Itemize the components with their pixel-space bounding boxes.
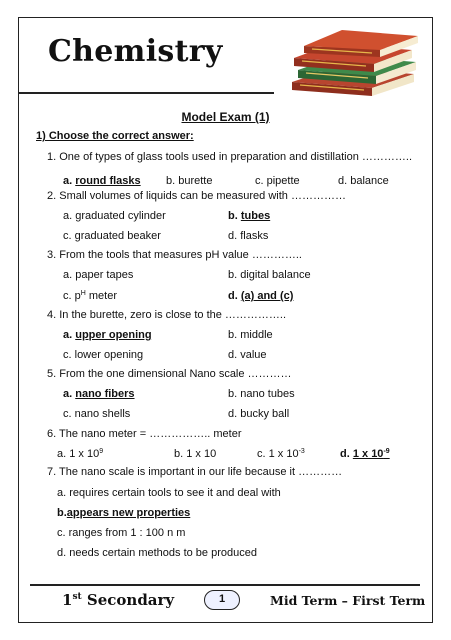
question-1-option-d [338, 175, 389, 187]
option-letter: a. [57, 448, 70, 460]
option-letter: a. [63, 388, 76, 400]
option-text [75, 269, 133, 281]
option-superscript: 9 [99, 448, 104, 455]
option-value: requires certain tools to see it and deal with [69, 487, 281, 499]
option-letter: b. [57, 507, 67, 519]
option-text [269, 448, 305, 460]
option-value: graduated beaker [74, 230, 161, 242]
option-value: pipette [266, 175, 300, 187]
option-superscript: H [80, 290, 86, 297]
question-1-option-b [166, 175, 212, 187]
option-value: paper tapes [75, 269, 134, 281]
option-value: nano shells [74, 408, 131, 420]
option-text [75, 210, 166, 222]
books-icon [282, 24, 424, 102]
question-5-option-b [228, 388, 295, 400]
question-6-text: 6. The nano meter = …………….. meter [47, 428, 242, 440]
option-text [240, 269, 310, 281]
question-6-option-b [174, 448, 216, 460]
option-text [75, 349, 144, 361]
option-text [240, 230, 268, 242]
question-2-text: 2. Small volumes of liquids can be measured with …………… [47, 190, 346, 202]
question-3-option-c [63, 290, 117, 302]
grade-suffix: Secondary [81, 591, 175, 609]
option-text [75, 230, 161, 242]
correct-answer [75, 175, 140, 187]
question-5-text: 5. From the one dimensional Nano scale ………… [47, 368, 292, 380]
option-text [69, 547, 257, 559]
option-text [240, 349, 266, 361]
question-2-option-c [63, 230, 161, 242]
option-letter: d. [338, 175, 351, 187]
option-letter: b. [174, 448, 187, 460]
option-letter: a. [63, 269, 76, 281]
option-value: nano fibers [75, 388, 135, 400]
grade-label [62, 591, 174, 609]
option-value: 1 x 10 [352, 448, 384, 460]
question-7-option-a [57, 487, 281, 499]
option-text [75, 290, 117, 302]
option-letter: b. [166, 175, 179, 187]
title-divider [18, 92, 274, 94]
option-value: balance [350, 175, 389, 187]
option-text [75, 408, 131, 420]
option-letter: b. [228, 210, 241, 222]
option-letter: b. [228, 329, 241, 341]
option-value: middle [240, 329, 273, 341]
question-7-option-b [57, 507, 190, 519]
option-value: digital balance [240, 269, 311, 281]
option-letter: d. [57, 547, 70, 559]
option-value: value [240, 349, 267, 361]
option-letter: c. [255, 175, 267, 187]
option-letter: a. [57, 487, 70, 499]
option-text [178, 175, 212, 187]
option-value: nano tubes [240, 388, 295, 400]
correct-answer [241, 290, 294, 302]
question-4-text: 4. In the burette, zero is close to the …………….. [47, 309, 287, 321]
option-value: 1 x 10 [69, 448, 100, 460]
option-value: upper opening [75, 329, 152, 341]
option-value: (a) and (c) [240, 290, 294, 302]
grade-number: 1 [62, 591, 73, 609]
question-5-option-d [228, 408, 289, 420]
question-7-text: 7. The nano scale is important in our life because it ………… [47, 466, 343, 478]
option-letter: a. [63, 210, 76, 222]
question-7-option-c [57, 527, 185, 539]
question-1-option-c [255, 175, 300, 187]
question-2-option-b [228, 210, 270, 222]
correct-answer [75, 388, 134, 400]
page-number: 1 [204, 590, 240, 610]
option-letter: d. [228, 230, 241, 242]
question-3-option-d [228, 290, 293, 302]
option-letter: a. [63, 175, 76, 187]
option-value: burette [178, 175, 213, 187]
option-letter: c. [63, 408, 75, 420]
option-value: round flasks [75, 175, 141, 187]
question-3-text: 3. From the tools that measures pH value ………….. [47, 249, 302, 261]
question-3-option-b [228, 269, 311, 281]
option-letter: d. [228, 408, 241, 420]
footer-divider [30, 584, 420, 586]
option-letter: d. [228, 290, 241, 302]
question-2-option-d [228, 230, 268, 242]
question-4-option-b [228, 329, 273, 341]
question-5-option-c [63, 408, 130, 420]
option-letter: c. [57, 527, 69, 539]
option-value: 1 x 10 [186, 448, 217, 460]
question-2-option-a [63, 210, 166, 222]
question-3-option-a [63, 269, 133, 281]
option-letter: d. [340, 448, 353, 460]
option-value: p [74, 290, 81, 302]
question-5-option-a [63, 388, 135, 400]
question-6-option-c [257, 448, 305, 460]
question-1-text: 1. One of types of glass tools used in preparation and distillation ………….. [47, 151, 413, 163]
subject-title: Chemistry [48, 34, 223, 69]
option-text [69, 448, 103, 460]
correct-answer [241, 210, 270, 222]
option-value: lower opening [74, 349, 144, 361]
option-value: tubes [240, 210, 271, 222]
option-text [69, 527, 186, 539]
question-1-option-a [63, 175, 141, 187]
correct-answer [67, 507, 191, 519]
option-value: needs certain methods to be produced [69, 547, 257, 559]
option-suffix: meter [85, 290, 117, 302]
option-letter: b. [228, 269, 241, 281]
option-text [240, 329, 272, 341]
question-7-option-d [57, 547, 257, 559]
option-text [240, 388, 294, 400]
option-text [350, 175, 389, 187]
question-4-option-d [228, 349, 267, 361]
option-letter: c. [63, 290, 75, 302]
option-letter: c. [63, 349, 75, 361]
option-value: graduated cylinder [75, 210, 166, 222]
option-text [186, 448, 216, 460]
question-6-option-a [57, 448, 103, 460]
question-4-option-c [63, 349, 143, 361]
option-letter: a. [63, 329, 76, 341]
option-text [267, 175, 300, 187]
term-label: Mid Term – First Term [270, 593, 426, 608]
exam-title: Model Exam (1) [181, 110, 270, 124]
correct-answer [75, 329, 151, 341]
option-superscript: -3 [298, 448, 305, 455]
option-value: ranges from 1 : 100 n m [68, 527, 186, 539]
option-superscript: -9 [383, 448, 390, 455]
grade-ordinal: st [72, 592, 82, 602]
option-value: flasks [240, 230, 269, 242]
option-letter: c. [257, 448, 269, 460]
option-value: 1 x 10 [268, 448, 299, 460]
question-4-option-a [63, 329, 152, 341]
option-text [69, 487, 281, 499]
option-letter: d. [228, 349, 241, 361]
option-text [240, 408, 289, 420]
correct-answer [353, 448, 390, 460]
option-value: appears new properties [66, 507, 191, 519]
option-value: bucky ball [240, 408, 290, 420]
section-heading: 1) Choose the correct answer: [36, 130, 194, 142]
question-6-option-d [340, 448, 390, 460]
option-letter: b. [228, 388, 241, 400]
option-letter: c. [63, 230, 75, 242]
